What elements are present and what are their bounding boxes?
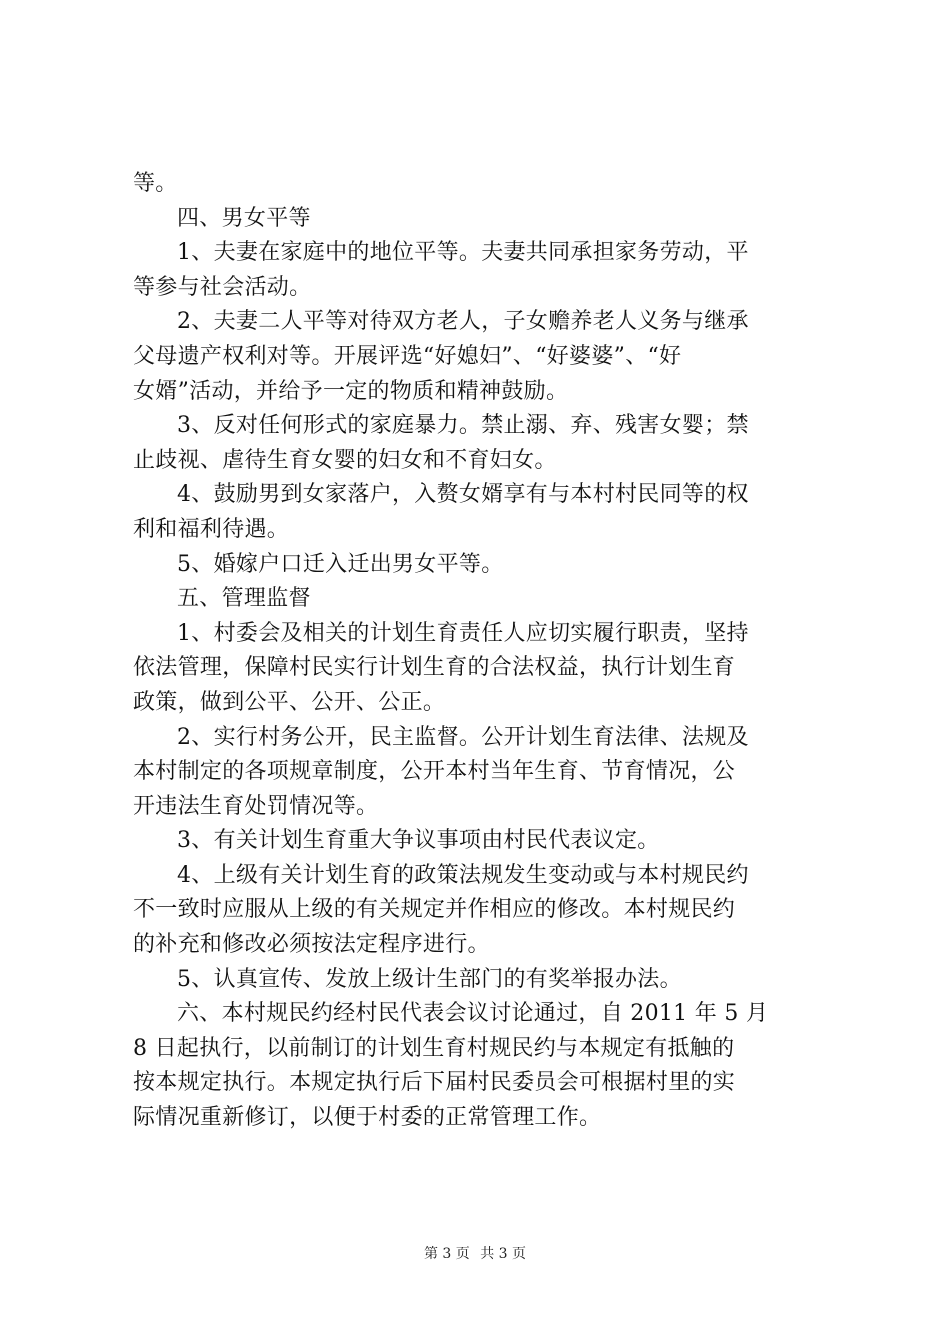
text-line: 本村制定的各项规章制度，公开本村当年生育、节育情况，公 <box>133 759 736 785</box>
text-line: 1、村委会及相关的计划生育责任人应切实履行职责，坚持 <box>177 620 749 646</box>
text-line: 按本规定执行。本规定执行后下届村民委员会可根据村里的实 <box>133 1070 736 1096</box>
text-line: 等。 <box>133 171 178 196</box>
document-body <box>133 167 828 1136</box>
text-line: 1、夫妻在家庭中的地位平等。夫妻共同承担家务劳动，平 <box>177 240 749 266</box>
text-line: 3、反对任何形式的家庭暴力。禁止溺、弃、残害女婴；禁 <box>177 413 749 439</box>
text-line: 依法管理，保障村民实行计划生育的合法权益，执行计划生育 <box>133 655 736 681</box>
text-line: 4、上级有关计划生育的政策法规发生变动或与本村规民约 <box>177 862 749 888</box>
page-total: 共 3 页 <box>480 1246 527 1262</box>
section-heading: 四、男女平等 <box>177 205 311 231</box>
text-line: 5、婚嫁户口迁入迁出男女平等。 <box>177 551 504 577</box>
text-line: 不一致时应服从上级的有关规定并作相应的修改。本村规民约 <box>133 897 736 923</box>
page-number: 第 3 页 <box>423 1246 470 1262</box>
text-line: 3、有关计划生育重大争议事项由村民代表议定。 <box>177 828 660 854</box>
text-line: 止歧视、虐待生育女婴的妇女和不育妇女。 <box>133 447 557 473</box>
text-line: 女婿”活动，并给予一定的物质和精神鼓励。 <box>133 378 569 404</box>
text-line: 5、认真宣传、发放上级计生部门的有奖举报办法。 <box>177 966 682 992</box>
text-line: 父母遗产权利对等。开展评选“好媳妇”、“好婆婆”、“好 <box>133 343 682 369</box>
section-heading: 六、本村规民约经村民代表会议讨论通过，自 2011 年 5 月 <box>177 1001 769 1027</box>
text-line: 等参与社会活动。 <box>133 274 312 300</box>
text-line: 2、实行村务公开，民主监督。公开计划生育法律、法规及 <box>177 724 749 750</box>
text-line: 2、夫妻二人平等对待双方老人，子女赡养老人义务与继承 <box>177 309 749 335</box>
text-line: 的补充和修改必须按法定程序进行。 <box>133 932 490 958</box>
section-heading: 五、管理监督 <box>177 586 311 612</box>
text-line: 8 日起执行，以前制订的计划生育村规民约与本规定有抵触的 <box>133 1035 735 1061</box>
text-line: 4、鼓励男到女家落户，入赘女婿享有与本村村民同等的权 <box>177 482 749 508</box>
text-line: 开违法生育处罚情况等。 <box>133 793 379 819</box>
text-line: 利和福利待遇。 <box>133 516 290 542</box>
text-line: 际情况重新修订，以便于村委的正常管理工作。 <box>133 1105 602 1131</box>
page-footer <box>0 1244 950 1264</box>
text-line: 政策，做到公平、公开、公正。 <box>133 689 446 715</box>
